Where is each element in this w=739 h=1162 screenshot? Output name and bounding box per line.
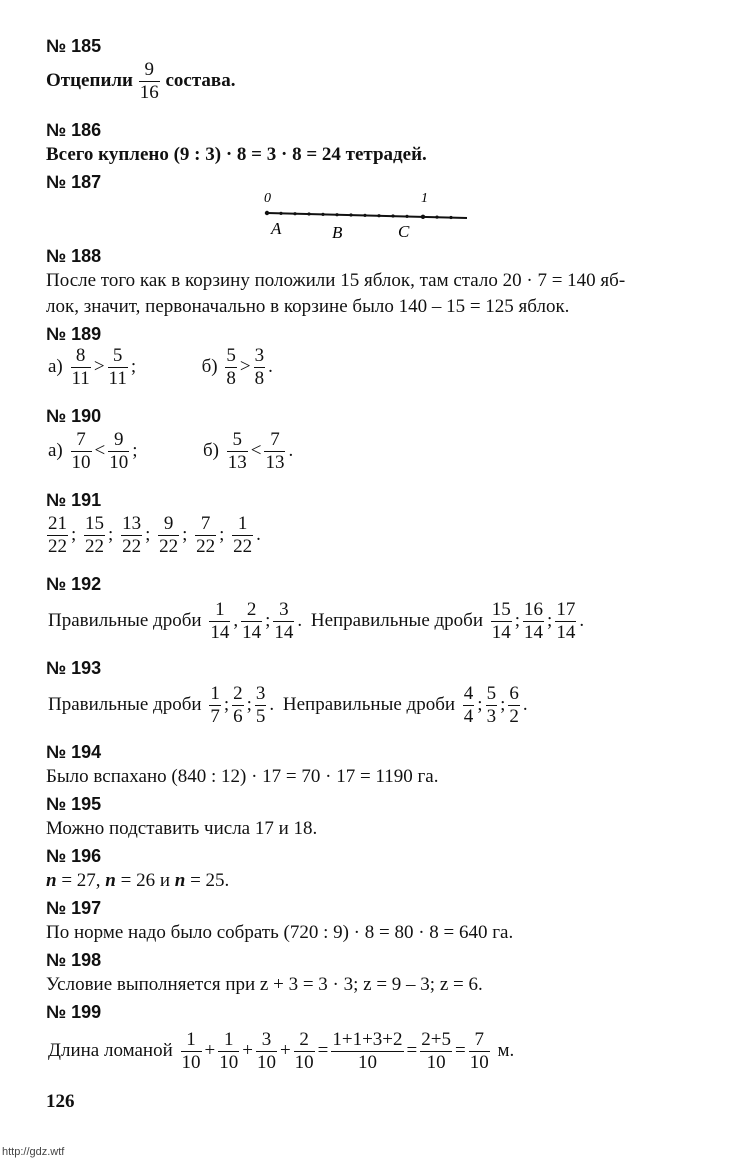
- fraction-numerator: 3: [273, 600, 294, 622]
- p192-proper-frac-2: [241, 600, 262, 643]
- separator: ;: [500, 694, 506, 716]
- p193-improper-frac-3: [508, 684, 520, 727]
- p185-text-before: Отцепили: [46, 69, 133, 91]
- p190-b-frac-2: [264, 430, 285, 473]
- p185-den: 16: [139, 81, 159, 103]
- nl-label-C: C: [398, 222, 410, 238]
- problem-191-answer: [46, 514, 263, 557]
- p185-text-after: состава.: [165, 69, 236, 91]
- separator: .: [522, 694, 528, 716]
- p199-frac-3: [256, 1030, 277, 1073]
- p199-frac-4: [294, 1030, 315, 1073]
- p192-proper-frac-3: [273, 600, 294, 643]
- p190-b-end: .: [288, 440, 294, 462]
- p191-frac-2: [84, 514, 105, 557]
- separator: ,: [233, 610, 239, 632]
- number-line-diagram: [255, 188, 475, 238]
- separator: ;: [246, 694, 252, 716]
- p189-b-op: >: [239, 356, 251, 378]
- problem-193-header: № 193: [46, 658, 102, 678]
- fraction-denominator: 14: [210, 621, 230, 643]
- problem-188-line-2: лок, значит, первоначально в корзине было 140 – 15 = 125 яблок.: [46, 296, 570, 317]
- separator: ;: [514, 610, 521, 632]
- problem-192-answer: [46, 600, 586, 643]
- p199-label: Длина ломаной: [48, 1040, 173, 1062]
- p193-improper-frac-2: [486, 684, 498, 727]
- fraction-denominator: 6: [233, 705, 243, 727]
- problem-194-answer: Было вспахано (840 : 12) · 17 = 70 · 17 = 1190 га.: [46, 766, 439, 787]
- equals-sign: =: [406, 1040, 418, 1062]
- p193-proper-frac-2: [232, 684, 244, 727]
- fraction-denominator: 13: [227, 451, 247, 473]
- problem-197-answer: По норме надо было собрать (720 : 9) · 8 = 80 · 8 = 640 га.: [46, 922, 514, 943]
- problem-185-header: № 185: [46, 36, 102, 56]
- p193-proper-label: Правильные дроби: [48, 694, 202, 716]
- fraction-denominator: 5: [255, 705, 266, 727]
- fraction-denominator: 10: [357, 1051, 377, 1073]
- p191-frac-4: [158, 514, 179, 557]
- fraction-numerator: 5: [226, 345, 236, 366]
- problem-188-header: № 188: [46, 246, 102, 266]
- problem-199-header: № 199: [46, 1002, 102, 1022]
- fraction-denominator: 14: [491, 621, 511, 643]
- fraction-numerator: 8: [71, 346, 91, 368]
- p196-text-3: = 25.: [185, 870, 230, 891]
- variable-n: n: [174, 870, 186, 891]
- separator: ;: [108, 524, 114, 546]
- fraction-denominator: 14: [274, 621, 294, 643]
- p192-improper-label: Неправильные дроби: [310, 610, 484, 632]
- fraction-numerator: 2+5: [421, 1029, 451, 1050]
- nl-label-0: 0: [264, 191, 271, 206]
- p199-sum-frac-2: [420, 1030, 452, 1073]
- fraction-denominator: 13: [265, 451, 285, 473]
- fraction-denominator: 22: [48, 535, 67, 557]
- p190-a-end: ;: [132, 440, 138, 462]
- problem-198-header: № 198: [46, 950, 102, 970]
- problem-193-answer: [46, 684, 530, 727]
- fraction-denominator: 14: [556, 621, 576, 643]
- fraction-numerator: 1: [232, 514, 253, 536]
- end-mark: .: [256, 524, 261, 546]
- fraction-numerator: 21: [48, 513, 67, 534]
- p189-a-end: ;: [130, 356, 137, 378]
- fraction-numerator: 16: [524, 599, 544, 620]
- fraction-numerator: 7: [71, 430, 92, 452]
- fraction-denominator: 8: [226, 367, 236, 389]
- plus-sign: +: [279, 1040, 291, 1062]
- separator: .: [579, 610, 585, 632]
- fraction-numerator: 1: [181, 1030, 202, 1052]
- problem-186-header: № 186: [46, 120, 102, 140]
- separator: ;: [219, 524, 225, 546]
- problem-190-answer: [46, 430, 295, 473]
- fraction-numerator: 5: [486, 683, 497, 704]
- nl-label-A: A: [271, 219, 282, 238]
- problem-198-answer: Условие выполняется при z + 3 = 3 · 3; z = 9 – 3; z = 6.: [46, 974, 483, 995]
- p189-b-frac-2: [254, 346, 266, 389]
- fraction-numerator: 13: [122, 513, 142, 534]
- problem-195-header: № 195: [46, 794, 102, 814]
- p191-frac-3: [121, 514, 142, 557]
- p199-result-frac: [469, 1030, 490, 1073]
- p185-fraction: [139, 60, 160, 103]
- problem-196-header: № 196: [46, 846, 102, 866]
- fraction-numerator: 3: [256, 1030, 277, 1052]
- problem-187-header: № 187: [46, 172, 102, 192]
- separator: ;: [223, 694, 230, 716]
- fraction-denominator: 22: [85, 535, 105, 557]
- fraction-denominator: 3: [486, 705, 497, 727]
- fraction-numerator: 5: [227, 430, 248, 452]
- problem-195-answer: Можно подставить числа 17 и 18.: [46, 818, 318, 839]
- p191-frac-6: [232, 514, 253, 557]
- p189-b-label: б): [201, 356, 218, 378]
- fraction-denominator: 7: [210, 705, 220, 727]
- fraction-denominator: 14: [242, 621, 262, 643]
- equals-sign: =: [317, 1040, 329, 1062]
- fraction-denominator: 22: [159, 535, 179, 557]
- p193-proper-frac-1: [209, 684, 221, 727]
- fraction-denominator: 4: [463, 705, 474, 727]
- p190-a-op: <: [94, 440, 106, 462]
- separator: ;: [477, 694, 483, 716]
- fraction-numerator: 2: [241, 600, 262, 622]
- p191-frac-1: [47, 514, 68, 557]
- problem-189-answer: [46, 346, 275, 389]
- fraction-numerator: 5: [108, 346, 128, 368]
- problem-191-header: № 191: [46, 490, 102, 510]
- fraction-numerator: 3: [255, 683, 266, 704]
- p196-text-2: = 26 и: [115, 870, 175, 891]
- fraction-denominator: 10: [181, 1051, 201, 1073]
- fraction-numerator: 7: [195, 514, 216, 536]
- fraction-denominator: 22: [233, 535, 253, 557]
- fraction-numerator: 2: [233, 683, 243, 704]
- variable-n: n: [46, 870, 57, 891]
- fraction-numerator: 9: [108, 430, 129, 452]
- p189-a-label: а): [48, 356, 63, 378]
- separator: ;: [71, 524, 77, 546]
- fraction-numerator: 7: [264, 430, 285, 452]
- separator: ;: [182, 524, 188, 546]
- fraction-numerator: 17: [556, 599, 576, 620]
- problem-186-answer: Всего куплено (9 : 3) · 8 = 3 · 8 = 24 тетрадей.: [46, 144, 427, 165]
- fraction-denominator: 10: [219, 1051, 239, 1073]
- p199-frac-1: [181, 1030, 202, 1073]
- problem-199-answer: [46, 1030, 516, 1073]
- p192-improper-frac-2: [523, 600, 544, 643]
- p196-text-1: = 27,: [56, 870, 106, 891]
- fraction-numerator: 3: [254, 345, 265, 366]
- p199-unit: м.: [497, 1040, 515, 1062]
- fraction-numerator: 6: [509, 683, 519, 704]
- p193-proper-frac-3: [255, 684, 267, 727]
- fraction-denominator: 10: [109, 451, 129, 473]
- p192-proper-frac-1: [209, 600, 230, 643]
- p189-a-op: >: [93, 356, 105, 378]
- page-number: 126: [46, 1091, 75, 1112]
- p199-frac-2: [218, 1030, 239, 1073]
- fraction-denominator: 8: [254, 367, 265, 389]
- fraction-numerator: 15: [491, 599, 511, 620]
- p192-proper-label: Правильные дроби: [48, 610, 202, 632]
- p190-b-op: <: [250, 440, 262, 462]
- fraction-numerator: 9: [158, 514, 179, 536]
- p190-a-label: а): [48, 440, 63, 462]
- p189-a-frac-2: [108, 346, 128, 389]
- fraction-denominator: 14: [524, 621, 544, 643]
- p189-a-frac-1: [71, 346, 91, 389]
- p190-b-frac-1: [227, 430, 248, 473]
- separator: ;: [547, 610, 553, 632]
- fraction-numerator: 1: [210, 683, 220, 704]
- fraction-numerator: 2: [294, 1030, 315, 1052]
- problem-189-header: № 189: [46, 324, 102, 344]
- problem-190-header: № 190: [46, 406, 102, 426]
- fraction-denominator: 11: [108, 367, 127, 389]
- p192-improper-frac-1: [491, 600, 512, 643]
- p190-a-frac-1: [71, 430, 92, 473]
- problem-192-header: № 192: [46, 574, 102, 594]
- fraction-numerator: 7: [469, 1030, 490, 1052]
- fraction-denominator: 10: [294, 1051, 314, 1073]
- p189-b-end: .: [268, 356, 273, 378]
- problem-196-answer: [46, 870, 229, 892]
- fraction-numerator: 4: [463, 683, 474, 704]
- watermark-link[interactable]: http://gdz.wtf: [2, 1146, 65, 1158]
- fraction-numerator: 1: [209, 600, 230, 622]
- nl-label-B: B: [332, 223, 343, 238]
- fraction-denominator: 22: [122, 535, 142, 557]
- plus-sign: +: [242, 1040, 253, 1062]
- fraction-denominator: 10: [256, 1051, 276, 1073]
- p191-frac-5: [195, 514, 216, 557]
- variable-n: n: [105, 870, 116, 891]
- p190-a-frac-2: [108, 430, 129, 473]
- separator: .: [297, 610, 303, 632]
- plus-sign: +: [204, 1040, 216, 1062]
- p192-improper-frac-3: [555, 600, 576, 643]
- p193-improper-label: Неправильные дроби: [282, 694, 456, 716]
- separator: ;: [145, 524, 151, 546]
- fraction-numerator: 1: [218, 1030, 239, 1052]
- p189-b-frac-1: [225, 346, 237, 389]
- p185-num: 9: [139, 60, 160, 82]
- p199-sum-frac-1: [331, 1030, 403, 1073]
- p193-improper-frac-1: [463, 684, 475, 727]
- fraction-denominator: 22: [196, 535, 216, 557]
- fraction-denominator: 10: [426, 1051, 446, 1073]
- problem-197-header: № 197: [46, 898, 102, 918]
- fraction-numerator: 15: [85, 513, 105, 534]
- problem-194-header: № 194: [46, 742, 102, 762]
- nl-label-1: 1: [421, 191, 428, 206]
- problem-185-answer: [46, 60, 235, 103]
- fraction-denominator: 2: [509, 705, 519, 727]
- equals-sign: =: [454, 1040, 466, 1062]
- separator: .: [269, 694, 275, 716]
- p190-b-label: б): [203, 440, 220, 462]
- fraction-denominator: 11: [71, 367, 90, 389]
- separator: ;: [265, 610, 271, 632]
- fraction-denominator: 10: [71, 451, 91, 473]
- fraction-denominator: 10: [469, 1051, 489, 1073]
- problem-188-line-1: После того как в корзину положили 15 яблок, там стало 20 · 7 = 140 яб-: [46, 270, 626, 291]
- fraction-numerator: 1+1+3+2: [332, 1029, 403, 1050]
